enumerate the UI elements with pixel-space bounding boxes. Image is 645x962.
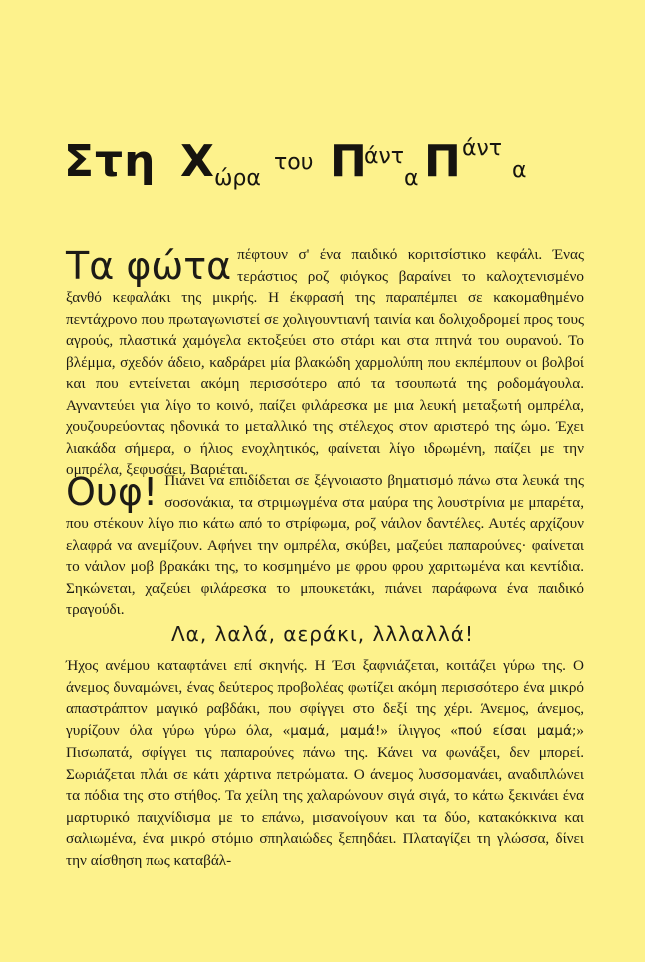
paragraph-3 [66,655,584,871]
song-line: Λα, λαλά, αεράκι, λλλαλλά! [170,622,475,646]
title-word-4-capital: Π [330,136,368,187]
paragraph-3-text-a: Ήχος ανέμου καταφτάνει επί σκηνής. Η Έσι ξαφνιάζεται, κοιτάζει γύρω της. Ο άνεμος δυναμώνει, ένας δεύτερος προβολέας φωτίζει ακόμη περισσότερο ένα μικρό απαστράπτον μαγικό ραβδάκι, που σφίγγει στο δεξί της χέρι. Άνεμος, άνεμος, γυρίζουν όλα γύρω γύρω όλα, « [66,657,584,739]
dropcap-1: Τα φώτα [66,244,232,288]
title-word-2-rest: ώρα [214,166,261,191]
paragraph-1 [66,244,584,481]
paragraph-2-text: Πιάνει να επιδίδεται σε ξέγνοιαστο βηματισμό πάνω στα λευκά της σοσονάκια, τα στριμωγμένα στα μαύρα της λουστρίνια με μπαρέτα, που στέκουν λίγο πιο κάτω από το στρίφωμα, ροζ νάιλον δαντέλες. Αυτές αρχίζουν ελαφρά να ανεμίζουν. Αφήνει την ομπρέλα, σκύβει, μαζεύει παπαρούνες· φαίνεται το νάιλον μοβ βρακάκι της, το κοσμημένο με φρου φρου χαριτωμένα και κεντίδια. Σηκώνεται, χαζεύει φιλάρεσκα το μπουκετάκι, πιάνει παράφωνα ένα παιδικό τραγούδι. [66,472,584,618]
dropcap-2: Ουφ! [66,470,159,514]
title-word-4-mid: άντ [364,144,405,169]
paragraph-3-text-e: » Πισωπατά, σφίγγει τις παπαρούνες πάνω της. Κάνει να φωνάξει, δεν μπορεί. Σωριάζεται πλάι σε κάτι χάρτινα πετρώματα. Ο άνεμος λυσσομανάει, αναδιπλώνει τα πόδια της στο στήθος. Τα χείλη της χαλαρώνουν σιγά σιγά, το κάτω ξεκινάει ένα μαρτυρικό παιχνίδισμα με το επάνω, μισανοίγουν και τα δύο, κατακόκκινα και σαλιωμένα, ένα μικρό στόμιο σπηλαιώδες ξεπηδάει. Πλαταγίζει τη γλώσσα, δίνει την αίσθηση πως καταβάλ- [66,721,584,869]
title-word-5-capital: Π [424,136,462,187]
title-word-2-capital: Χ [180,136,215,187]
title-word-5-mid: άντ [462,136,503,161]
title-word-1: Στη [64,136,157,187]
paragraph-3-handwritten-1: μαμά, μαμά! [290,722,381,739]
title-word-4-end: α [404,166,419,191]
paragraph-3-handwritten-2: πού είσαι μαμά; [457,722,577,739]
paragraph-3-text-c: » ίλιγγος « [380,721,458,739]
paragraph-2 [66,470,584,621]
page-title [64,136,584,206]
title-word-5-end: α [512,158,527,183]
title-word-3: του [274,150,314,175]
paragraph-1-text: πέφτουν σ' ένα παιδικό κοριτσίστικο κεφάλι. Ένας τεράστιος ροζ φιόγκος βαραίνει το καλοχτενισμένο ξανθό κεφαλάκι της μικρής. Η έκφρασή της παραπέμπει σε κακομαθημένο πεντάχρονο που πρωταγωνιστεί σε χολιγουντιανή ταινία και δολιχοδρομεί προς τους αγρούς, πλαστικά χαμόγελα εκτοξεύει στο στάρι και στα πτηνά του ουρανού. Το βλέμμα, σχεδόν άδειο, καδράρει μία βλακώδη χαρμολύπη που εκπέμπουν οι βολβοί και που εντείνεται ακόμη περισσότερο από τα τσουπωτά της ροδομάγουλα. Αγναντεύει για λίγο το κοινό, παίζει φιλάρεσκα με μια λευκή μεταξωτή ομπρέλα, χουζουρεύοντας ηδονικά το μεταλλικό της στέλεχος στον αριστερό της ώμο. Έχει λιακάδα σήμερα, ο ήλιος ενοχλητικός, φαίνεται λίγο ιδρωμένη, παίζει με την ομπρέλα, ξεφυσάει. Βαριέται. [66,246,584,478]
